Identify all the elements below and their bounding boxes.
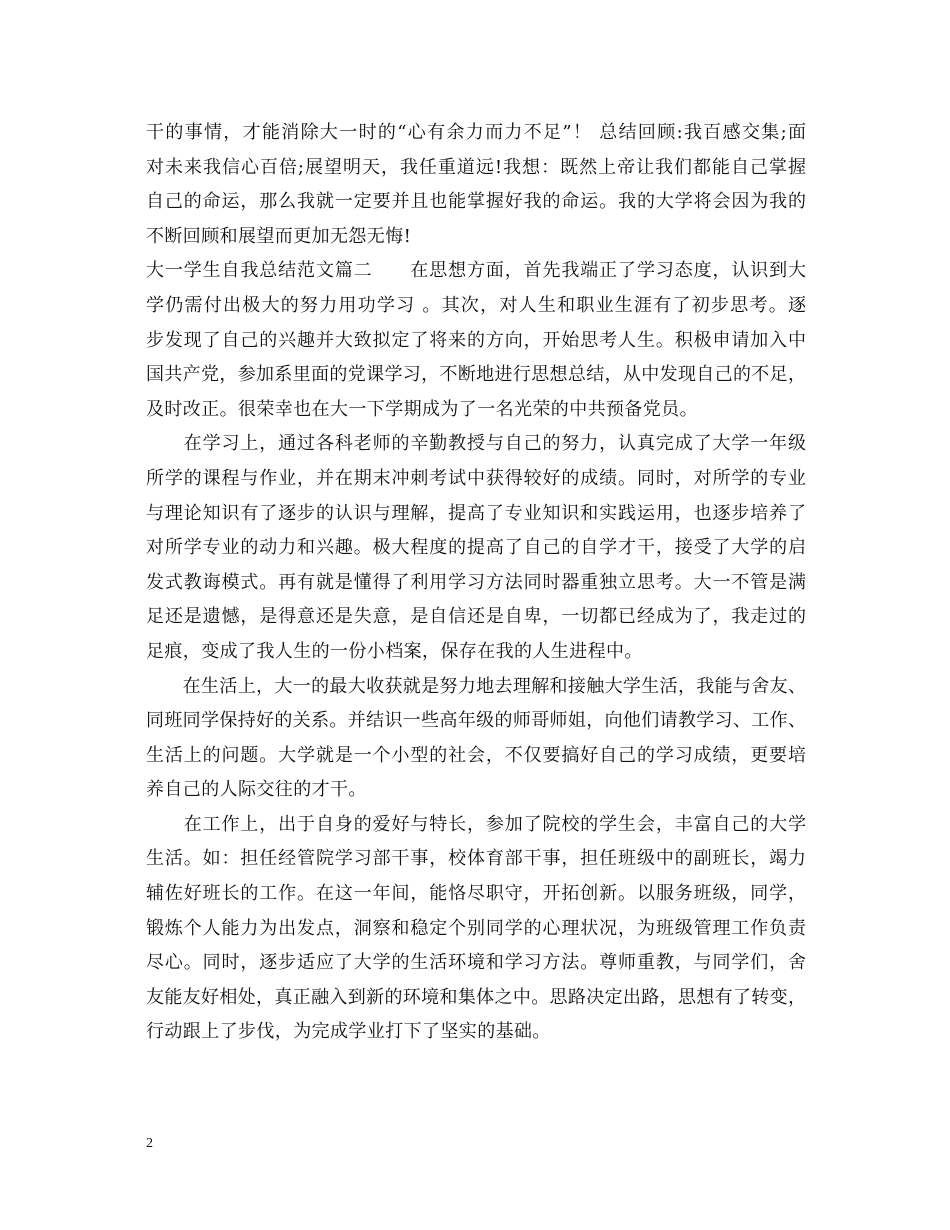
text-line: 干的事情，才能消除大一时的“心有余力而力不足”！ 总结回顾:我百感交集;面 [146, 122, 806, 143]
text-line: 行动跟上了步伐，为完成学业打下了坚实的基础。 [146, 1021, 551, 1043]
text-line: 养自己的人际交往的才干。 [146, 779, 367, 801]
text-line: 足还是遗憾，是得意还是失意，是自信还是自卑，一切都已经成为了，我走过的 [146, 606, 806, 628]
page-number: 2 [146, 1136, 153, 1151]
text-line: 友能友好相处，真正融入到新的环境和集体之中。思路决定出路，思想有了转变， [146, 986, 806, 1008]
text-line: 锻炼个人能力为出发点，洞察和稳定个别同学的心理状况，为班级管理工作负责 [146, 917, 806, 939]
text-line: 生活上的问题。大学就是一个小型的社会，不仅要搞好自己的学习成绩，更要培 [146, 744, 806, 766]
text-line: 发式教诲模式。再有就是懂得了利用学习方法同时器重独立思考。大一不管是满 [146, 571, 806, 593]
text-line: 对所学专业的动力和兴趣。极大程度的提高了自己的自学才干，接受了大学的启 [146, 537, 806, 559]
text-line: 同班同学保持好的关系。并结识一些高年级的师哥师姐，向他们请教学习、工作、 [146, 710, 806, 732]
text-line: 尽心。同时，逐步适应了大学的生活环境和学习方法。尊师重教，与同学们，舍 [146, 952, 806, 974]
text-line: 大一学生自我总结范文篇二 在思想方面，首先我端正了学习态度，认识到大 [146, 260, 806, 282]
text-line: 步发现了自己的兴趣并大致拟定了将来的方向，开始思考人生。积极申请加入中 [146, 329, 806, 351]
text-line: 在生活上，大一的最大收获就是努力地去理解和接触大学生活，我能与舍友、 [146, 675, 806, 697]
text-line: 及时改正。很荣幸也在大一下学期成为了一名光荣的中共预备党员。 [146, 398, 698, 420]
text-line: 与理论知识有了逐步的认识与理解，提高了专业知识和实践运用，也逐步培养了 [146, 502, 806, 524]
text-line: 国共产党，参加系里面的党课学习，不断地进行思想总结，从中发现自己的不足， [146, 364, 806, 386]
text-line: 学仍需付出极大的努力用功学习 。其次，对人生和职业生涯有了初步思考。逐 [146, 294, 806, 316]
text-line: 不断回顾和展望而更加无怨无悔! [146, 225, 412, 247]
text-line: 对未来我信心百倍;展望明天，我任重道远!我想：既然上帝让我们都能自己掌握 [146, 156, 806, 178]
text-line: 辅佐好班长的工作。在这一年间，能恪尽职守，开拓创新。以服务班级，同学， [146, 883, 806, 905]
text-line: 足痕，变成了我人生的一份小档案，保存在我的人生进程中。 [146, 640, 643, 662]
text-line: 所学的课程与作业，并在期末冲刺考试中获得较好的成绩。同时，对所学的专业 [146, 467, 806, 489]
body-text [146, 116, 806, 1050]
text-line: 在学习上，通过各科老师的辛勤教授与自己的努力，认真完成了大学一年级 [146, 433, 806, 455]
text-line: 在工作上，出于自身的爱好与特长，参加了院校的学生会，丰富自己的大学 [146, 813, 806, 835]
text-line: 生活。如：担任经管院学习部干事，校体育部干事，担任班级中的副班长，竭力 [146, 848, 806, 870]
text-line: 自己的命运，那么我就一定要并且也能掌握好我的命运。我的大学将会因为我的 [146, 191, 806, 213]
